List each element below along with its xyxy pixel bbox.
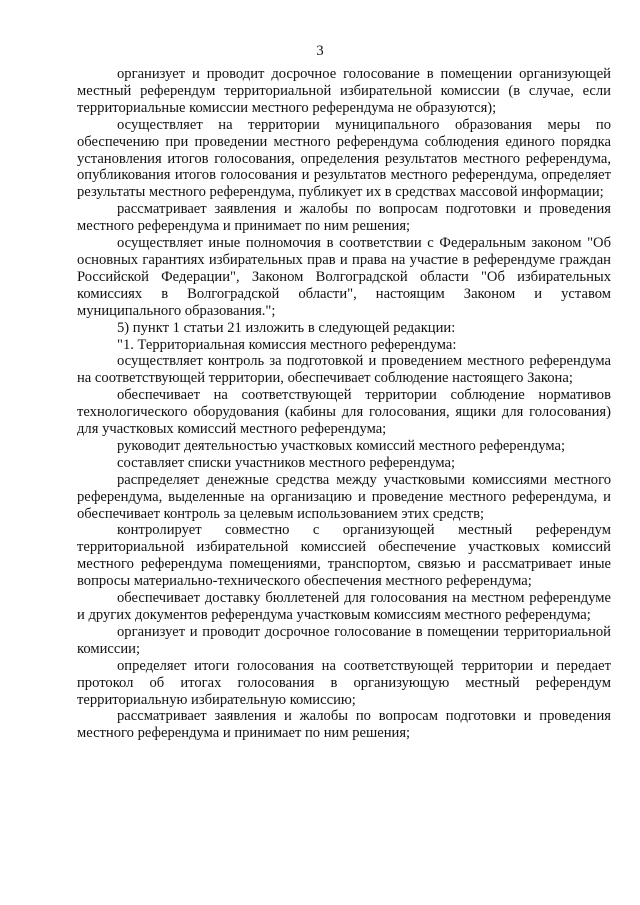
page-number: 3 (316, 43, 324, 59)
paragraph: "1. Территориальная комиссия местного референдума: (117, 336, 457, 353)
document-body (77, 66, 611, 742)
paragraph: рассматривает заявления и жалобы по вопросам подготовки и проведения местного референдума и принимает по ним решения; (77, 201, 611, 235)
paragraph: осуществляет иные полномочия в соответствии с Федеральным законом "Об основных гарантиях избирательных прав и права на участие в референдуме граждан Российской Федерации", Законом Волгоградской области "Об избирательных комиссиях в Волгоградской области", настоящим Законом и уставом муниципального образования."; (77, 235, 611, 319)
paragraph: контролирует совместно с организующей местный референдум территориальной избирательной комиссией обеспечение участковых комиссий местного референдума помещениями, транспортом, связью и рассматривает иные вопросы материально-технического обеспечения местного референдума; (77, 522, 611, 590)
paragraph: осуществляет контроль за подготовкой и проведением местного референдума на соответствующей территории, обеспечивает соблюдение настоящего Закона; (77, 353, 611, 387)
paragraph: распределяет денежные средства между участковыми комиссиями местного референдума, выделенные на организацию и проведение местного референдума, и обеспечивает контроль за целевым использованием этих средств; (77, 471, 611, 522)
paragraph: организует и проводит досрочное голосование в помещении организующей местный референдум территориальной избирательной комиссии (в случае, если территориальные комиссии местного референдума не образуются); (77, 66, 611, 116)
paragraph: обеспечивает доставку бюллетеней для голосования на местном референдуме и других документов референдума участковым комиссиям местного референдума; (77, 590, 611, 623)
paragraph: составляет списки участников местного референдума; (117, 454, 456, 471)
paragraph: обеспечивает на соответствующей территории соблюдение нормативов технологического оборудования (кабины для голосования, ящики для голосования) для участковых комиссий местного референдума; (77, 387, 611, 438)
paragraph: определяет итоги голосования на соответствующей территории и передает протокол об итогах голосования в организующую местный референдум территориальную избирательную комиссию; (77, 657, 611, 708)
paragraph: рассматривает заявления и жалобы по вопросам подготовки и проведения местного референдума и принимает по ним решения; (77, 708, 611, 742)
paragraph: организует и проводит досрочное голосование в помещении территориальной комиссии; (77, 623, 611, 657)
paragraph: руководит деятельностью участковых комиссий местного референдума; (117, 437, 566, 454)
paragraph: 5) пункт 1 статьи 21 изложить в следующей редакции: (117, 319, 456, 336)
paragraph: осуществляет на территории муниципального образования меры по обеспечению при проведении местного референдума соблюдения единого порядка установления итогов голосования, определения результатов местного референдума, опубликования итогов голосования и результатов местного референдума, определяет результаты местного референдума, публикует их в средствах массовой информации; (77, 116, 611, 201)
